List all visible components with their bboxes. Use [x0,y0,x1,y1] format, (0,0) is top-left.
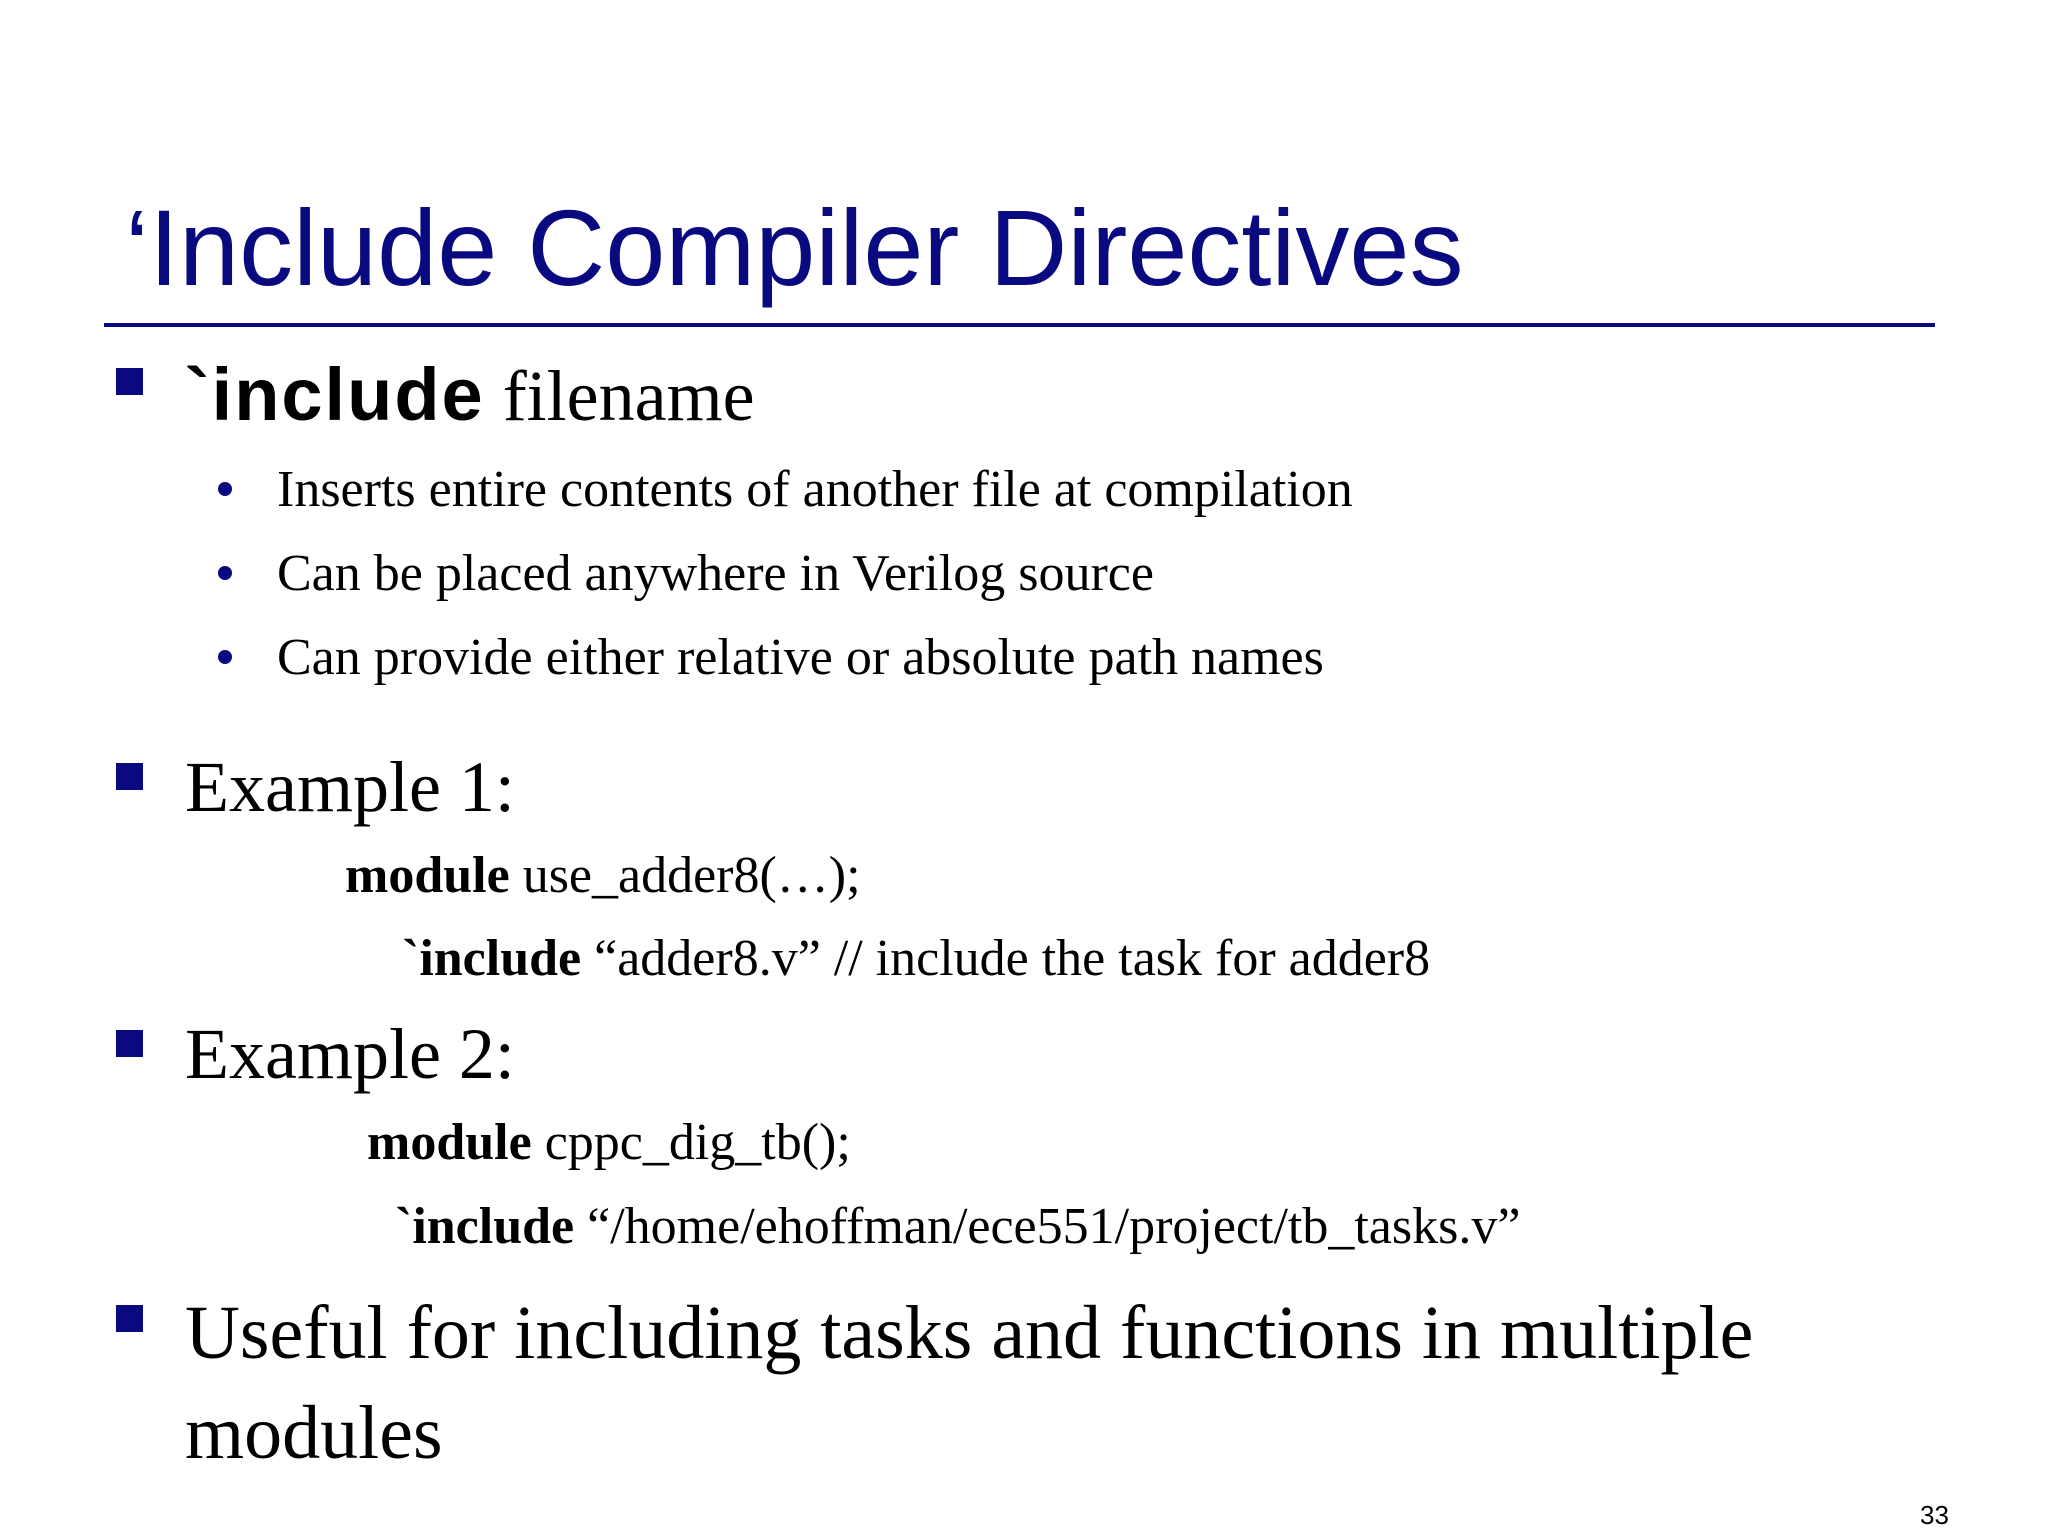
bullet-square-icon [116,1305,143,1332]
sub-bullet-text: Inserts entire contents of another file at compilation [277,461,1353,518]
code-keyword: `include [395,1198,575,1255]
code-keyword: `include [402,930,582,987]
title-underline [104,323,1935,327]
sub-bullet-dot-icon [218,566,232,580]
example2-label: Example 2: [185,1014,515,1094]
code-keyword: module [345,847,510,904]
sub-bullet-text: Can be placed anywhere in Verilog source [277,545,1154,602]
code-keyword: module [367,1114,532,1171]
sub-bullet-text: Can provide either relative or absolute path names [277,629,1324,686]
bullet-square-icon [116,1030,143,1057]
slide-title: ‘Include Compiler Directives [125,187,1464,308]
example1-code-line1 [345,842,861,910]
sub-bullet-dot-icon [218,650,232,664]
example2-code-line2 [395,1193,1520,1261]
example1-label: Example 1: [185,747,515,827]
useful-line2: modules [185,1391,443,1475]
code-text: use_adder8(…); [509,847,861,904]
code-text: cppc_dig_tb(); [531,1114,851,1171]
bullet-square-icon [116,763,143,790]
code-text: “adder8.v” // include the task for adder8 [581,930,1431,987]
bullet-square-icon [116,368,143,395]
filename-text: filename [484,356,755,436]
sub-bullet-dot-icon [218,482,232,496]
include-keyword: `include [185,353,485,436]
useful-line1: Useful for including tasks and functions in multiple [185,1291,1754,1375]
page-number: 33 [1920,1500,1949,1530]
code-text: “/home/ehoffman/ece551/project/tb_tasks.v” [574,1198,1521,1255]
example2-code-line1 [367,1109,851,1177]
example1-code-line2 [402,925,1430,993]
bullet-include-filename [185,350,755,441]
